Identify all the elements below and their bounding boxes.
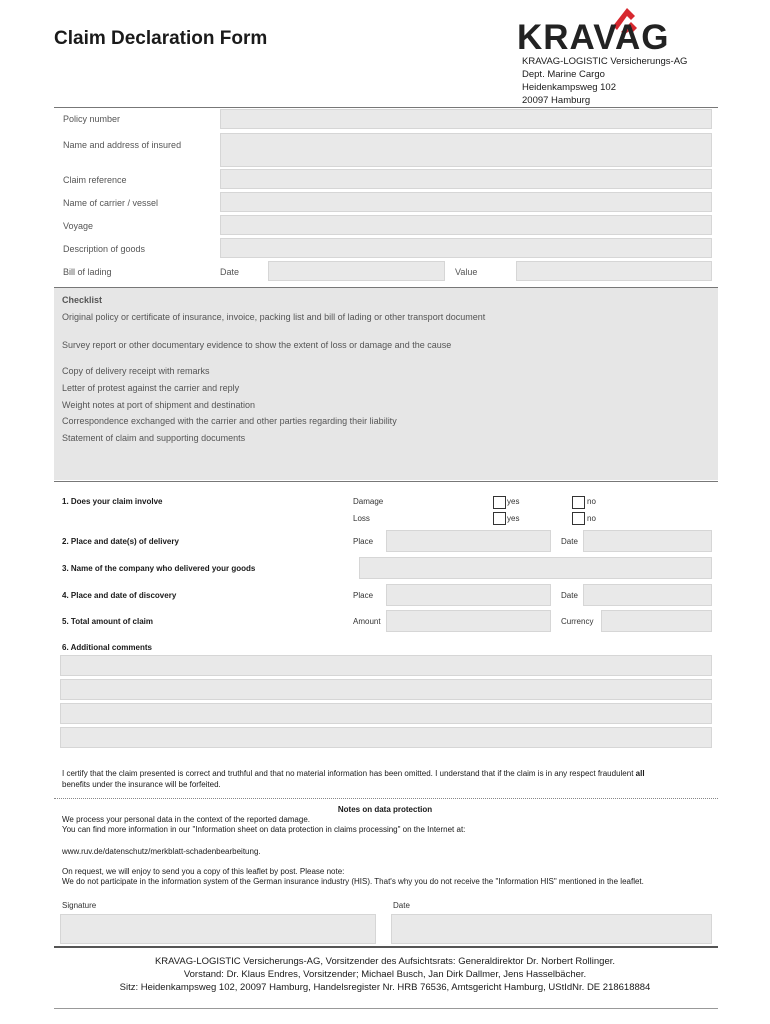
question-2-label: 2. Place and date(s) of delivery xyxy=(62,537,179,546)
signature-field[interactable] xyxy=(60,914,376,944)
divider xyxy=(54,798,718,799)
carrier-field[interactable] xyxy=(220,192,712,212)
checklist-item: Survey report or other documentary evidence to show the extent of loss or damage and the cause xyxy=(62,340,452,350)
insured-name-address-field[interactable] xyxy=(220,133,712,167)
checklist-item: Statement of claim and supporting documents xyxy=(62,433,246,443)
certification-statement: I certify that the claim presented is correct and truthful and that no material information has been omitted. I understand that if the claim is in any respect fraudulent all benefits under the insurance will be forfeited. xyxy=(62,769,645,789)
comments-line-4[interactable] xyxy=(60,727,712,748)
signature-date-field[interactable] xyxy=(391,914,712,944)
field-label-carrier: Name of carrier / vessel xyxy=(63,198,159,208)
comments-line-3[interactable] xyxy=(60,703,712,724)
date-label: Date xyxy=(561,537,578,546)
delivering-company-field[interactable] xyxy=(359,557,712,579)
damage-label: Damage xyxy=(353,497,384,506)
divider xyxy=(54,481,718,482)
voyage-field[interactable] xyxy=(220,215,712,235)
divider xyxy=(54,107,718,108)
delivery-date-field[interactable] xyxy=(583,530,712,552)
field-label-value: Value xyxy=(455,267,478,277)
divider xyxy=(54,1008,718,1009)
date-label: Date xyxy=(561,591,578,600)
loss-label: Loss xyxy=(353,514,370,523)
notes-line: We do not participate in the information system of the German insurance industry (HIS). That's why you do not receive the "Information HIS" mentioned in the leaflet. xyxy=(62,877,644,886)
field-label-bl-date: Date xyxy=(220,267,240,277)
no-label: no xyxy=(587,497,596,506)
comments-line-1[interactable] xyxy=(60,655,712,676)
field-label-insured: Name and address of insured xyxy=(63,140,182,150)
yes-label: yes xyxy=(507,497,520,506)
footer-line: KRAVAG-LOGISTIC Versicherungs-AG, Vorsitzender des Aufsichtsrats: Generaldirektor Dr. Norbert Rollinger. xyxy=(154,956,616,967)
checklist-item: Letter of protest against the carrier and reply xyxy=(62,383,240,393)
delivery-place-field[interactable] xyxy=(386,530,551,552)
question-6-label: 6. Additional comments xyxy=(62,643,152,652)
no-label: no xyxy=(587,514,596,523)
place-label: Place xyxy=(353,537,374,546)
footer-line: Sitz: Heidenkampsweg 102, 20097 Hamburg, Handelsregister Nr. HRB 76536, Amtsgericht Hamburg, UStIdNr. DE 218618884 xyxy=(119,982,651,993)
checklist-item: Correspondence exchanged with the carrier and other parties regarding their liability xyxy=(62,416,397,426)
field-label-policy-number: Policy number xyxy=(63,114,121,124)
notes-line: We process your personal data in the context of the reported damage. xyxy=(62,815,310,824)
goods-description-field[interactable] xyxy=(220,238,712,258)
discovery-place-field[interactable] xyxy=(386,584,551,606)
question-1-label: 1. Does your claim involve xyxy=(62,497,163,506)
divider xyxy=(54,946,718,948)
checklist-heading: Checklist xyxy=(62,295,103,305)
discovery-date-field[interactable] xyxy=(583,584,712,606)
currency-field[interactable] xyxy=(601,610,712,632)
claim-amount-field[interactable] xyxy=(386,610,551,632)
field-label-voyage: Voyage xyxy=(63,221,94,231)
question-3-label: 3. Name of the company who delivered your goods xyxy=(62,564,256,573)
question-5-label: 5. Total amount of claim xyxy=(62,617,153,626)
claim-reference-field[interactable] xyxy=(220,169,712,189)
notes-line: On request, we will enjoy to send you a copy of this leaflet by post. Please note: xyxy=(62,867,345,876)
checklist-item: Weight notes at port of shipment and destination xyxy=(62,400,255,410)
damage-no-checkbox[interactable] xyxy=(572,496,585,509)
checklist-item: Copy of delivery receipt with remarks xyxy=(62,366,210,376)
field-label-goods: Description of goods xyxy=(63,244,146,254)
footer-line: Vorstand: Dr. Klaus Endres, Vorsitzender; Michael Busch, Jan Dirk Dallmer, Jens Hasselbächer. xyxy=(183,969,587,980)
signature-label: Signature xyxy=(62,901,97,910)
currency-label: Currency xyxy=(561,617,594,626)
field-label-claim-reference: Claim reference xyxy=(63,175,127,185)
place-label: Place xyxy=(353,591,374,600)
notes-line: You can find more information in our "Information sheet on data protection in claims processing" on the Internet at: xyxy=(62,825,466,834)
company-address: KRAVAG-LOGISTIC Versicherungs-AG Dept. Marine Cargo Heidenkampsweg 102 20097 Hamburg xyxy=(522,56,688,106)
page-title: Claim Declaration Form xyxy=(54,28,268,49)
loss-no-checkbox[interactable] xyxy=(572,512,585,525)
value-field[interactable] xyxy=(516,261,712,281)
logo-text: KRAVAG xyxy=(517,18,670,57)
policy-number-field[interactable] xyxy=(220,109,712,129)
checklist-item: Original policy or certificate of insurance, invoice, packing list and bill of lading or other transport document xyxy=(62,312,486,322)
amount-label: Amount xyxy=(353,617,381,626)
notes-heading: Notes on data protection xyxy=(337,805,433,814)
comments-line-2[interactable] xyxy=(60,679,712,700)
signature-date-label: Date xyxy=(393,901,410,910)
yes-label: yes xyxy=(507,514,520,523)
field-label-bill-of-lading: Bill of lading xyxy=(63,267,112,277)
bill-of-lading-date-field[interactable] xyxy=(268,261,445,281)
question-4-label: 4. Place and date of discovery xyxy=(62,591,177,600)
loss-yes-checkbox[interactable] xyxy=(493,512,506,525)
damage-yes-checkbox[interactable] xyxy=(493,496,506,509)
notes-link[interactable]: www.ruv.de/datenschutz/merkblatt-schadenbearbeitung. xyxy=(62,847,261,856)
